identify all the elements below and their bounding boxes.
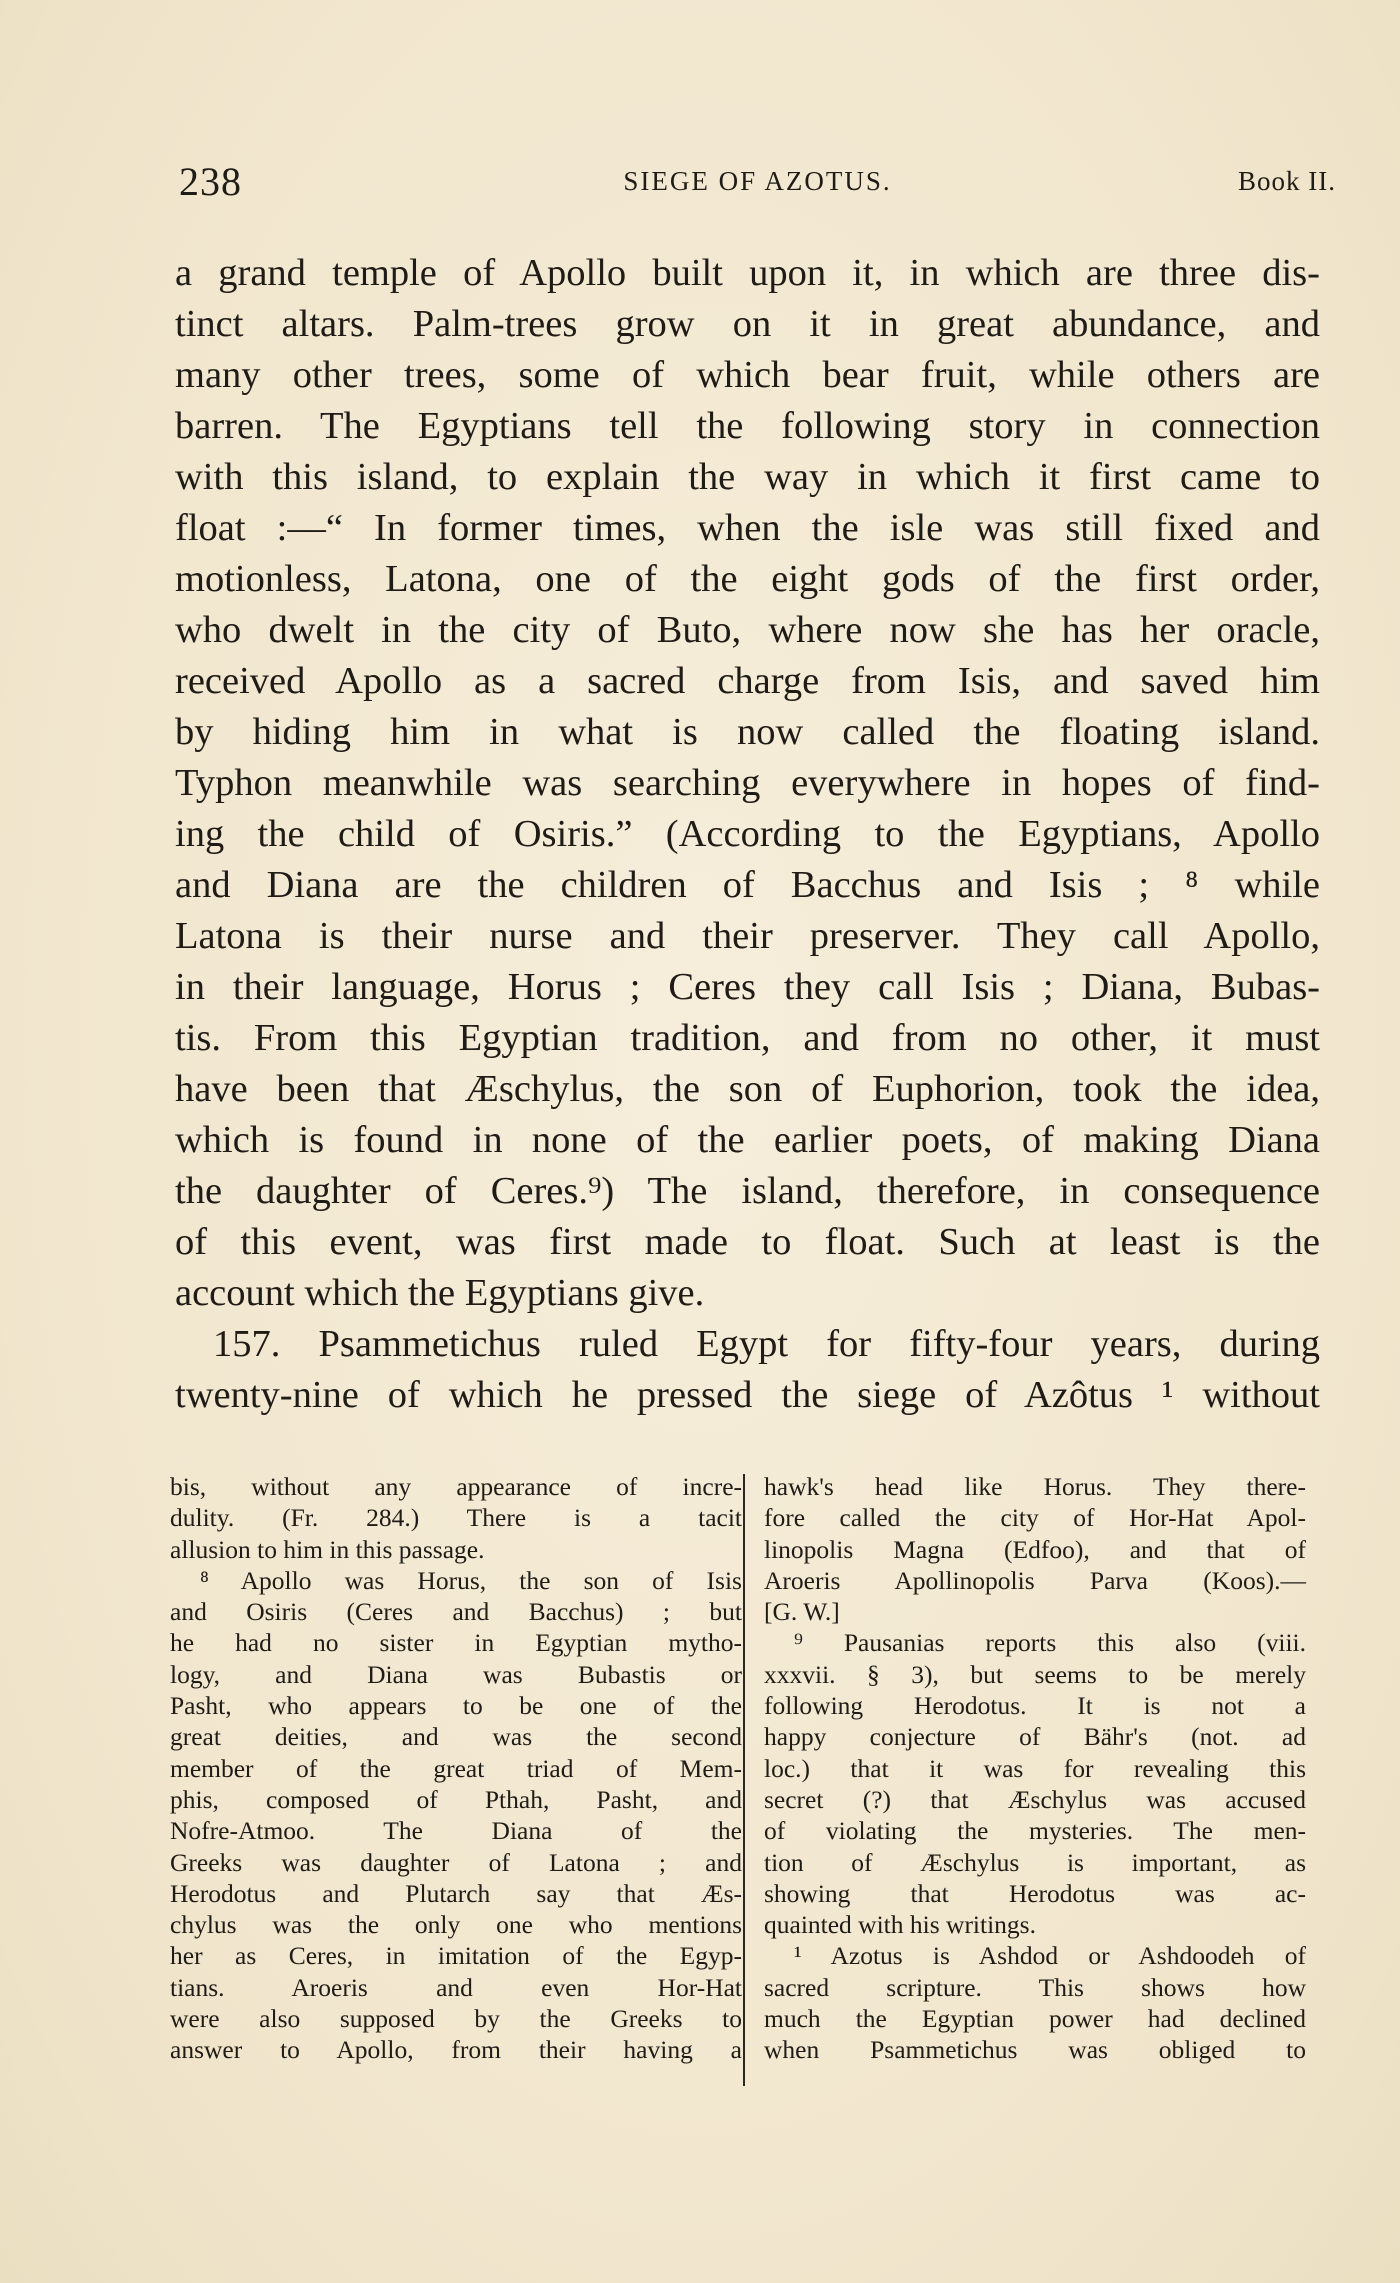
text-line: by hiding him in what is now called the floating island. [175,711,1320,753]
text-line: ing the child of Osiris.” (According to the Egyptians, Apollo [175,813,1320,855]
footnotes-left-column [170,1471,742,2066]
footnote-line: answer to Apollo, from their having a [170,2035,742,2065]
text-line: account which the Egyptians give. [175,1272,705,1314]
footnote-line: Herodotus and Plutarch say that Æs- [170,1878,742,1908]
text-line: who dwelt in the city of Buto, where now she has her oracle, [175,609,1320,651]
text-line: which is found in none of the earlier poets, of making Diana [175,1119,1320,1161]
footnote-line: allusion to him in this passage. [170,1534,485,1564]
footnote-line: hawk's head like Horus. They there- [764,1472,1306,1501]
footnote-line: fore called the city of Hor-Hat Apol- [764,1503,1306,1533]
footnote-line: happy conjecture of Bähr's (not. ad [764,1722,1306,1752]
text-line: many other trees, some of which bear fruit, while others are [175,354,1320,396]
text-line: tis. From this Egyptian tradition, and from no other, it must [175,1017,1320,1059]
footnote-line: showing that Herodotus was ac- [764,1878,1306,1908]
text-line: and Diana are the children of Bacchus and Isis ; ⁸ while [175,864,1320,906]
text-line: barren. The Egyptians tell the following story in connection [175,405,1320,447]
footnote-line: ⁸ Apollo was Horus, the son of Isis [200,1565,742,1595]
footnote-line: of violating the mysteries. The men- [764,1816,1306,1846]
footnote-line: he had no sister in Egyptian mytho- [170,1628,742,1658]
footnote-line: and Osiris (Ceres and Bacchus) ; but [170,1597,742,1627]
footnote-line: tians. Aroeris and even Hor-Hat [170,1972,742,2002]
book-label: Book II. [1238,166,1336,196]
main-text [175,248,1320,1421]
running-title: SIEGE OF AZOTUS. [623,166,892,196]
footnote-line: [G. W.] [764,1597,840,1627]
footnote-line: following Herodotus. It is not a [764,1691,1306,1721]
footnote-line: chylus was the only one who mentions [170,1910,742,1940]
footnote-line: Aroeris Apollinopolis Parva (Koos).— [764,1565,1306,1595]
footnote-line: loc.) that it was for revealing this [764,1753,1306,1783]
text-line: Typhon meanwhile was searching everywhere in hopes of find- [175,762,1320,804]
footnote-line: when Psammetichus was obliged to [764,2035,1306,2065]
footnote-line: tion of Æschylus is important, as [764,1847,1306,1877]
text-line: have been that Æschylus, the son of Euphorion, took the idea, [175,1068,1320,1110]
footnote-line: ¹ Azotus is Ashdod or Ashdoodeh of [794,1941,1306,1971]
text-line: Latona is their nurse and their preserver. They call Apollo, [175,915,1320,957]
footnote-line: phis, composed of Pthah, Pasht, and [170,1784,742,1814]
running-header [175,158,1340,208]
footnote-line: great deities, and was the second [170,1722,742,1752]
footnote-line: secret (?) that Æschylus was accused [764,1784,1306,1814]
footnote-line: linopolis Magna (Edfoo), and that of [764,1534,1306,1564]
footnote-line: much the Egyptian power had declined [764,2004,1306,2034]
text-line: float :—“ In former times, when the isle was still fixed and [175,507,1320,549]
footnote-line: dulity. (Fr. 284.) There is a tacit [170,1503,742,1533]
footnote-line: xxxvii. § 3), but seems to be merely [764,1659,1306,1689]
footnote-line: were also supposed by the Greeks to [170,2004,742,2034]
text-line: motionless, Latona, one of the eight gods of the first order, [175,558,1320,600]
footnote-line: Nofre-Atmoo. The Diana of the [170,1816,742,1846]
text-line: 157. Psammetichus ruled Egypt for fifty-four years, during [213,1323,1320,1365]
page-number: 238 [179,159,242,204]
column-divider [743,1474,745,2086]
text-line: received Apollo as a sacred charge from Isis, and saved him [175,660,1320,702]
text-line: a grand temple of Apollo built upon it, in which are three dis- [175,252,1320,294]
footnote-line: quainted with his writings. [764,1910,1036,1940]
footnote-line: ⁹ Pausanias reports this also (viii. [794,1628,1306,1658]
footnote-line: member of the great triad of Mem- [170,1753,742,1783]
text-line: the daughter of Ceres.⁹) The island, therefore, in consequence [175,1170,1320,1212]
text-line: with this island, to explain the way in which it first came to [175,456,1320,498]
footnote-line: Pasht, who appears to be one of the [170,1691,742,1721]
footnote-line: bis, without any appearance of incre- [170,1472,742,1501]
footnote-line: logy, and Diana was Bubastis or [170,1659,742,1689]
footnote-line: Greeks was daughter of Latona ; and [170,1847,742,1877]
text-line: tinct altars. Palm-trees grow on it in great abundance, and [175,303,1320,345]
footnote-line: her as Ceres, in imitation of the Egyp- [170,1941,742,1971]
text-line: of this event, was first made to float. Such at least is the [175,1221,1320,1263]
footnote-line: sacred scripture. This shows how [764,1972,1306,2002]
text-line: in their language, Horus ; Ceres they call Isis ; Diana, Bubas- [175,966,1320,1008]
footnotes-right-column [764,1471,1306,2066]
text-line: twenty-nine of which he pressed the siege of Azôtus ¹ without [175,1374,1320,1416]
